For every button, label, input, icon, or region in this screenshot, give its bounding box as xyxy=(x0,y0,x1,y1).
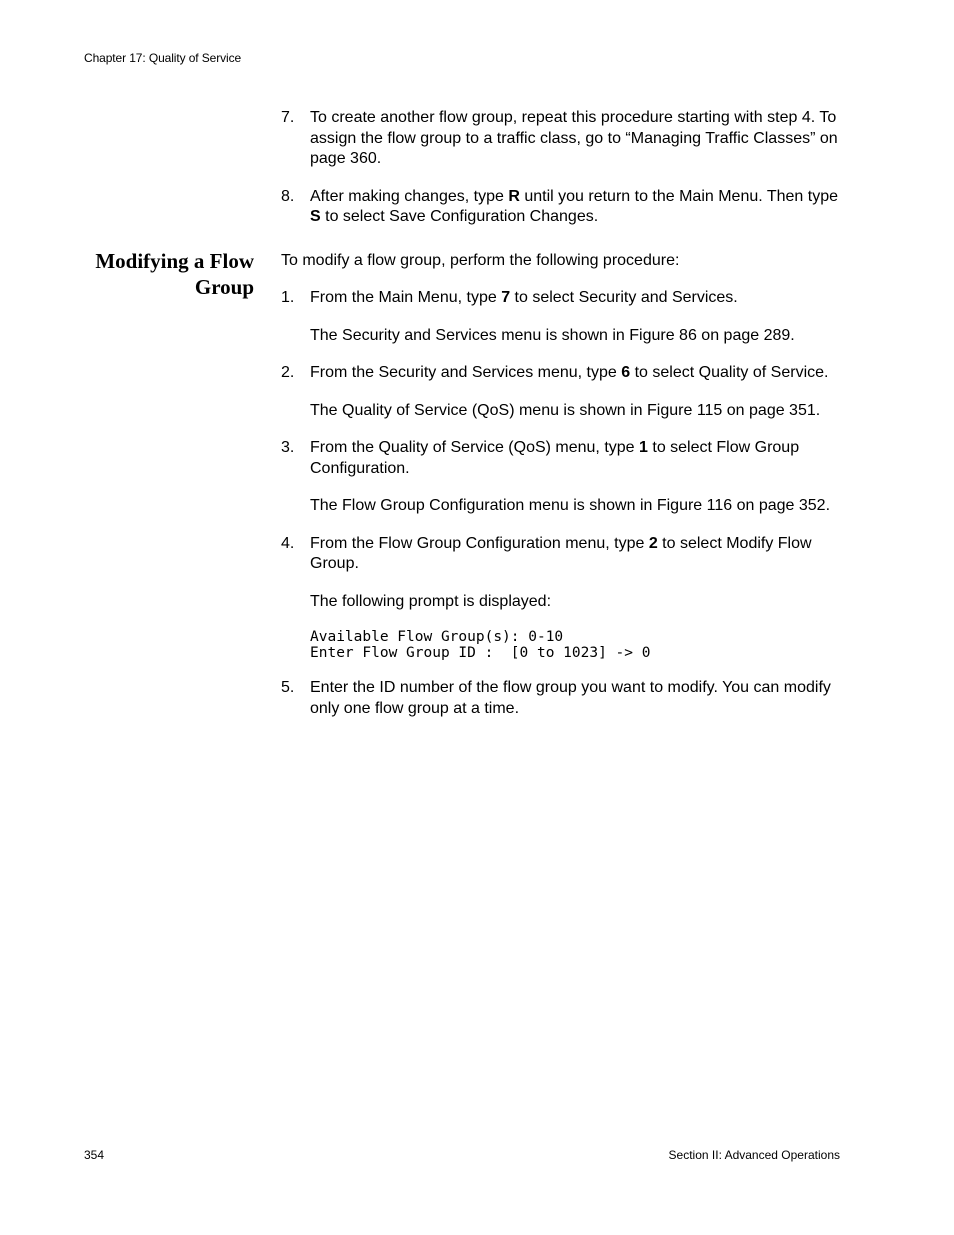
step-number: 7. xyxy=(281,109,295,126)
step-number: 8. xyxy=(281,187,295,205)
key-label: R xyxy=(508,187,520,205)
code-block: Available Flow Group(s): 0-10 Enter Flow Group ID : [0 to 1023] -> 0 xyxy=(310,629,651,661)
previous-steps-list xyxy=(281,108,841,228)
step-text: To create another flow group, repeat this procedure starting with step 4. To assign the flow group to a traffic class, go to “Managing Traffic Classes” on page 360. xyxy=(310,109,838,167)
step-number: 1. xyxy=(281,289,295,306)
running-header: Chapter 17: Quality of Service xyxy=(84,51,242,65)
key-label: 1 xyxy=(639,439,648,456)
list-item xyxy=(281,363,841,421)
step-number: 4. xyxy=(281,534,295,552)
key-label: 2 xyxy=(648,534,658,552)
section-intro: To modify a flow group, perform the following procedure: xyxy=(281,251,680,269)
step-text: Enter the ID number of the flow group you want to modify. You can modify only one flow group at a time. xyxy=(310,679,831,717)
key-label: 7 xyxy=(501,289,511,306)
step-text: From the Security and Services menu, type 6 to select Quality of Service. xyxy=(310,364,829,381)
step-number: 5. xyxy=(281,679,295,696)
list-item xyxy=(281,288,841,346)
key-label: S xyxy=(310,208,321,225)
step-text: From the Main Menu, type 7 to select Security and Services. xyxy=(310,289,738,306)
main-content xyxy=(281,108,841,736)
list-item xyxy=(281,534,841,662)
list-item xyxy=(281,438,841,517)
step-note: The Quality of Service (QoS) menu is shown in Figure 115 on page 351. xyxy=(310,401,821,419)
step-note: The following prompt is displayed: xyxy=(310,592,552,610)
footer-section: Section II: Advanced Operations xyxy=(668,1148,840,1162)
section-heading: Modifying a Flow Group xyxy=(95,249,254,299)
step-text: From the Flow Group Configuration menu, type 2 to select Modify Flow Group. xyxy=(310,534,812,572)
step-number: 2. xyxy=(281,364,295,381)
procedure-steps-list xyxy=(281,288,841,719)
list-item xyxy=(281,678,841,719)
step-text: From the Quality of Service (QoS) menu, type 1 to select Flow Group Configuration. xyxy=(310,439,800,477)
step-note: The Flow Group Configuration menu is shown in Figure 116 on page 352. xyxy=(310,497,831,514)
step-number: 3. xyxy=(281,439,295,456)
list-item xyxy=(281,108,841,170)
list-item xyxy=(281,187,841,228)
key-label: 6 xyxy=(621,364,631,381)
step-note: The Security and Services menu is shown in Figure 86 on page 289. xyxy=(310,326,795,344)
page-number: 354 xyxy=(84,1148,105,1162)
step-text: After making changes, type R until you return to the Main Menu. Then type S to select Save Configuration Changes. xyxy=(310,187,838,225)
